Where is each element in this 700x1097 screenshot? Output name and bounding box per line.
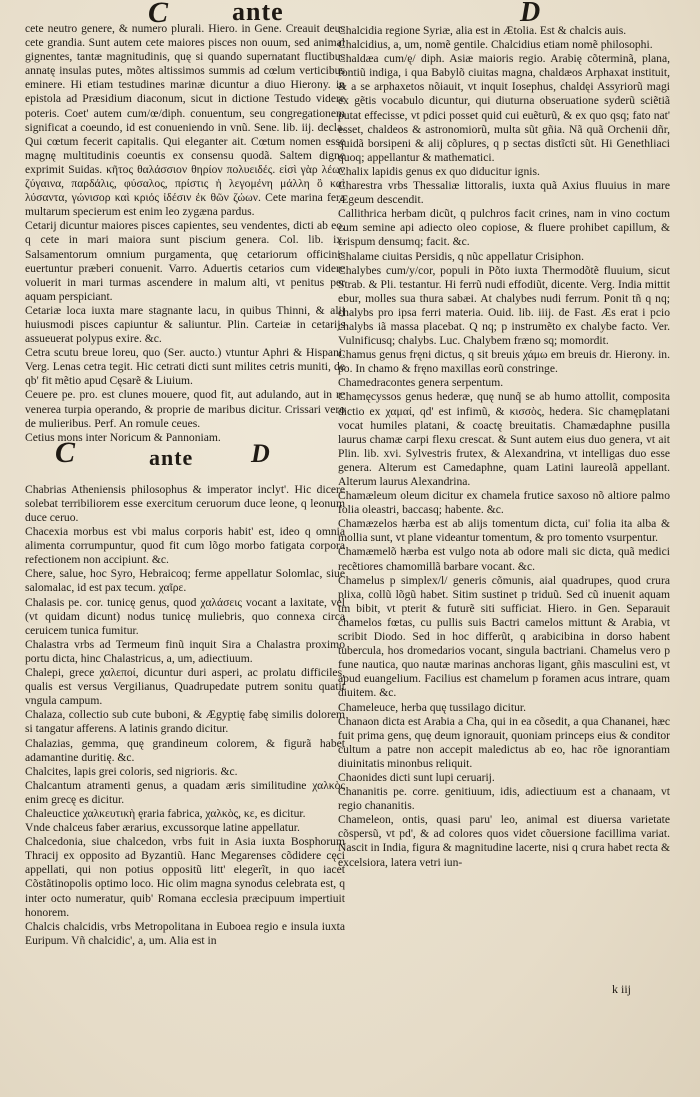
entry-chalcidia: Chalcidia regione Syriæ, alia est in Ætolia. Est & chalcis auis.	[338, 24, 627, 37]
entry-cete: cete neutro genere, & numero plurali. Hiero. in Gene. Creauit deus cete grandia. Sunt autem cete maiores pisces non ouum, sed animal gignentes, tantæ magnitudinis, quę si quando supernatant fluctibus annatę insulas putes, mõtes altissimos summis ad cœlum verticibus eminere. Hi etiam testudines marinæ dicuntur a diuo Hierony. in epistola ad Præsidium diaconum, sicut in dictione Testudo videre poteris. Coet' autem cum/œ/diph. conuentum, seu congregationem significat a coeundo, id est conueniendo in vnũ. Sene. lib. iij. decla. Qui cœtum fecerit capitalis. Qui eleganter ait. Cœtum nomen esse magnę multitudinis coeuntis ex consensu quodã. Saltem digne exprimit Suidas. κῆτος θαλάσσιον θηρίον πολυειδές. εἰσὶ γὰρ λέων ζύγαινα, παρδάλις, φύσαλος, πρίστις ἡ λεγομένη μάλλη ὃ καὶ λύσαντα, γώνισορ καὶ κριός ἰδέσιν ἐκ θῶν ζώων. Cete marina fera multarum specierum est enim leo zygæna pardus.	[25, 22, 345, 219]
entry-chalame: Chalame ciuitas Persidis, q nũc appellatur Crisiphon.	[338, 249, 584, 263]
entry-cetius: Cetius mons inter Noricum & Pannoniam.	[25, 430, 221, 444]
entry-chaonides: Chaonides dicti sunt lupi ceruarij.	[338, 770, 495, 784]
entry-cetariae: Cetariæ loca iuxta mare stagnante lacu, in quibus Thinni, & alij huiusmodi pisces capiuntur & saliuntur. Plin. Carteiæ in cetarijs assueuerat polypus exire. &c.	[25, 303, 345, 346]
entry-cetarij: Cetarij dicuntur maiores pisces capientes, seu vendentes, dicti ab eo, q cete in mari maiora sunt piscium genera. Col. lib. ix. Salsamentorum omnium purgamenta, quę cetariorum officinis euertuntur præberi conuenit. Varro. Aduertis cetarios cum videre voluerit in mari turmas ascendere in malum alti, vt penitus per aquam perspiciant.	[25, 219, 345, 303]
entry-chalepi: Chalepi, grece χαλεποί, dicuntur duri asperi, ac prolatu difficiles, qualis est versus Vergilianus, Quadrupedate putrem sonitu quatit vngula campum.	[25, 666, 345, 708]
entry-chameleuce: Chameleuce, herba quę tussilago dicitur.	[338, 700, 527, 714]
entry-chamus: Chamus genus fręni dictus, q sit breuis χάμω em breuis dr. Hierony. in. po. In chamo & fręno maxillas eorũ constringe.	[338, 348, 670, 376]
entry-chalceus: Vnde chalceus faber ærarius, excussorque latine appellatur.	[25, 821, 300, 835]
entry-chamaeleum: Chamæleum oleum dicitur ex chamela frutice saxoso nõ altiore palmo folia oleastri, baccasq; habente. &c.	[338, 489, 670, 517]
entry-cetra: Cetra scutu breue loreu, quo (Ser. aucto.) vtuntur Aphri & Hispani. Verg. Lenas cetra tegit. Hic cetrati dicti sunt milites cetris muniti, de qb' fit mẽtio apud Cęsarẽ & Liuium.	[25, 346, 345, 388]
left-column	[25, 22, 345, 948]
right-column	[338, 24, 670, 870]
entry-chere: Chere, salue, hoc Syro, Hebraicoq; ferme appellatur Solomlac, siue salomalac, id est pax tecum. χαῖρε.	[25, 567, 345, 595]
entry-chamecyssos: Chamęcyssos genus hederæ, quę nunq̃ se ab humo attollit, composita dictio ex χαμαί, qd' est infimũ, & κισσὸς, hedera. Sic chamęplatani vocat humiles platani, & coactę breuitatis. Chamædaphne pusilla laurus chamæ carpi flexu crescat. & Sunt autem eius duo genera, vt ait Plin. lib. xvi. Sylvestris frutex, & Alexandrina, vt intelligas duo esse genera. Alterum est Camedaphne, quam Latini laureolã appellant. Alterum laurus Alexandrina.	[338, 390, 670, 488]
section-heading-title: ante	[149, 444, 194, 470]
entry-chalix: Chalix lapidis genus ex quo diducitur ignis.	[338, 164, 540, 178]
entry-ceuere: Ceuere pe. pro. est clunes mouere, quod fit, aut adulando, aut in re venerea turpia operando, & proprie de maribus dicitur. Crissari vero de mulieribus. Perf. An romule ceues.	[25, 388, 345, 430]
entry-chameleon: Chameleon, ontis, quasi paru' leo, animal est diuersa varietate cõspersũ, vt pd', & ad colores quos videt cõuersione facillima variat. Nascit in India, figura & magnitudine lacerte, nisi q crura habet recta & excelsiora, latera vetri iun-	[338, 813, 670, 869]
entry-chalybes: Chalybes cum/y/cor, populi in Põto iuxta Thermodõtẽ fluuium, sicut Strab. & Pli. testantur. Hi ferrũ nudi effodiũt, dicente. Verg. India mittit ebur, molles sua thura sabæi. At chalybes nudi ferrum. Ponit tñ q nq; chalybs pro ipsa ferri materia. Ouid. lib. iiij. de Fast. Æs erat i pcio chalybs iã massa placebat. Q nq; p instrumẽto ex chalybe facto. Ver. Vulnificusq; chalybs. Luc. Chalybem fræno sq; momordit.	[338, 263, 670, 348]
entry-chamaezelos: Chamæzelos hærba est ab alijs tomentum dicta, cui' folia ita alba & mollia sunt, vt plane videantur tomentum, & pro tomento vsurpentur.	[338, 517, 670, 545]
entry-chalazias: Chalazias, gemma, quę grandineum colorem, & figurã habet adamantine duritię. &c.	[25, 736, 345, 764]
entry-chalcedonia: Chalcedonia, siue chalcedon, vrbs fuit in Asia iuxta Bosphorum Thracij ex opposito ad Byzantiũ. Hanc Megarenses cõdidere cęci appellati, qui non potius oppositũ litt' elegerĩt, in quo iacet Cõstãtinopolis optimo loco. Hic olim magna synodus celebrata est, q inter octo numeratur, quib' Romana ecclesia præcipuum impertiuit honorem.	[25, 835, 345, 919]
entry-chacexia: Chacexia morbus est vbi malus corporis habit' est, ideo q omnia alimenta corrumpuntur, quod fit cum lõgo morbo fatigata corpora refectionem non accipiunt. &c.	[25, 525, 345, 567]
entry-chalastra: Chalastra vrbs ad Termeum finũ inquit Sira a Chalastra proximo portu dicta, hinc Chalastricus, a, um, adiectiuum.	[25, 637, 345, 665]
entry-chanaon: Chanaon dicta est Arabia a Cha, qui in ea cõsedit, a qua Chananei, hæc fuit prima gens, quę deum ignorauit, quoniam princeps eius & conditor cultum a patre non accepit maledictus ab eo, hac rõe ignorantiam diuinitatis minonbus reliquit.	[338, 714, 670, 770]
section-heading-right-letter: D	[251, 438, 270, 468]
entry-charestra: Charestra vrbs Thessaliæ littoralis, iuxta quã Axius fluuius in mare Ægeum descendit.	[338, 179, 670, 207]
entry-chalasis: Chalasis pe. cor. tunicę genus, quod χαλάσεις vocant a laxitate, vel (vt quidam dicunt) nodus tunicę muliebris, quo connexa circa ceruicem tunica fumitur.	[25, 595, 345, 637]
entry-chalcis: Chalcis chalcidis, vrbs Metropolitana in Euboea regio e insula iuxta Euripum. Vñ chalcidic', a, um. Alia est in	[25, 919, 345, 947]
entry-chaldaea: Chaldæa cum/ę/ diph. Asiæ maioris regio. Arabię cõterminã, plana, fontiũ indiga, i qua Babylõ ciuitas magna, chaldæos Arphaxat instituit, & a se arphaxetos nõiauit, vt inquit Iosephus, chaldęi Assyriorũ magi ex gẽtis vocabulo dicuntur, qui diuturna obseruatione syderũ sciẽtiã putat effecisse, vt pdici posset quid cui euẽturũ, & ex quo qsq; fato nat' esset, chaldeos & astronomiorũ, multa sũt gñia. Nã quã Orchenii dñr, quidã borsipeni & alij cõplures, q p sectas distĩcti sũt. Hi Genethliaci quoq; appellantur & mathematici.	[338, 52, 670, 164]
entry-chalcidius: Chalcidius, a, um, nomẽ gentile. Chalcidius etiam nomẽ philosophi.	[338, 38, 653, 52]
header-left-letter: C	[148, 0, 169, 29]
entry-chamaemelon: Chamæmelõ hærba est vulgo nota ab odore mali sic dicta, quã medici recẽtiores chamomillã barbare vocant. &c.	[338, 545, 670, 573]
entry-chamedracontes: Chamedracontes genera serpentum.	[338, 376, 504, 390]
header-right-letter: D	[520, 0, 541, 28]
header-title: ante	[232, 0, 284, 26]
entry-chalaza: Chalaza, collectio sub cute buboni, & Ægyptię fabę similis dolorem si tangatur afferens. A latinis grando dicitur.	[25, 708, 345, 736]
page-signature: k iij	[612, 982, 632, 996]
entry-chananitis: Chananitis pe. corre. genitiuum, idis, adiectiuum est a chanaam, vt regio chananitis.	[338, 785, 670, 813]
entry-chaleuctice: Chaleuctice χαλκευτικὴ ęraria fabrica, χαλκὸς, κε, es dicitur.	[25, 806, 306, 820]
entry-callithrica: Callithrica herbam dicũt, q pulchros facit crines, nam in vino coctum cum semine api adiecto oleo copiose, & fluere prohibet capillum, & crispum densumq; facit. &c.	[338, 207, 670, 249]
entry-chalcantum: Chalcantum atramenti genus, a quadam æris similitudine χαλκὸς enim grecę es dicitur.	[25, 778, 345, 806]
section-heading-left-letter: C	[55, 435, 76, 469]
entry-chabrias: Chabrias Atheniensis philosophus & imperator inclyt'. Hic dicere solebat terribiliorem esse exercitum ceruorum duce leone, q leonum duce ceruo.	[25, 482, 345, 524]
entry-chalcites: Chalcites, lapis grei coloris, sed nigrioris. &c.	[25, 764, 238, 778]
entry-chamelus: Chamelus p simplex/l/ generis cõmunis, aial quadrupes, quod crura plixa, collũ lõgũ habet. Sitim sustinet p triduũ. Sed cũ inuenit aquam tm bibit, vt pterit & futurẽ siti sufficiat. Hiero. in Gen. Separauit chamelos fœtas, cu pullis suis Bactri camelos mittunt & Arabia, vt scribit Diodo. Sed in hoc differũt, q arabicibina in dorso habent tubercula, hos dromedarios vocant, singula bactriani. Chamelus vero p fune nautica, quo nautæ marinas anchoras ligant, gñis masculini est, vt apud euangelium. Facilius est chamelum p foramen acus intrare, quam diuitem. &c.	[338, 573, 670, 700]
